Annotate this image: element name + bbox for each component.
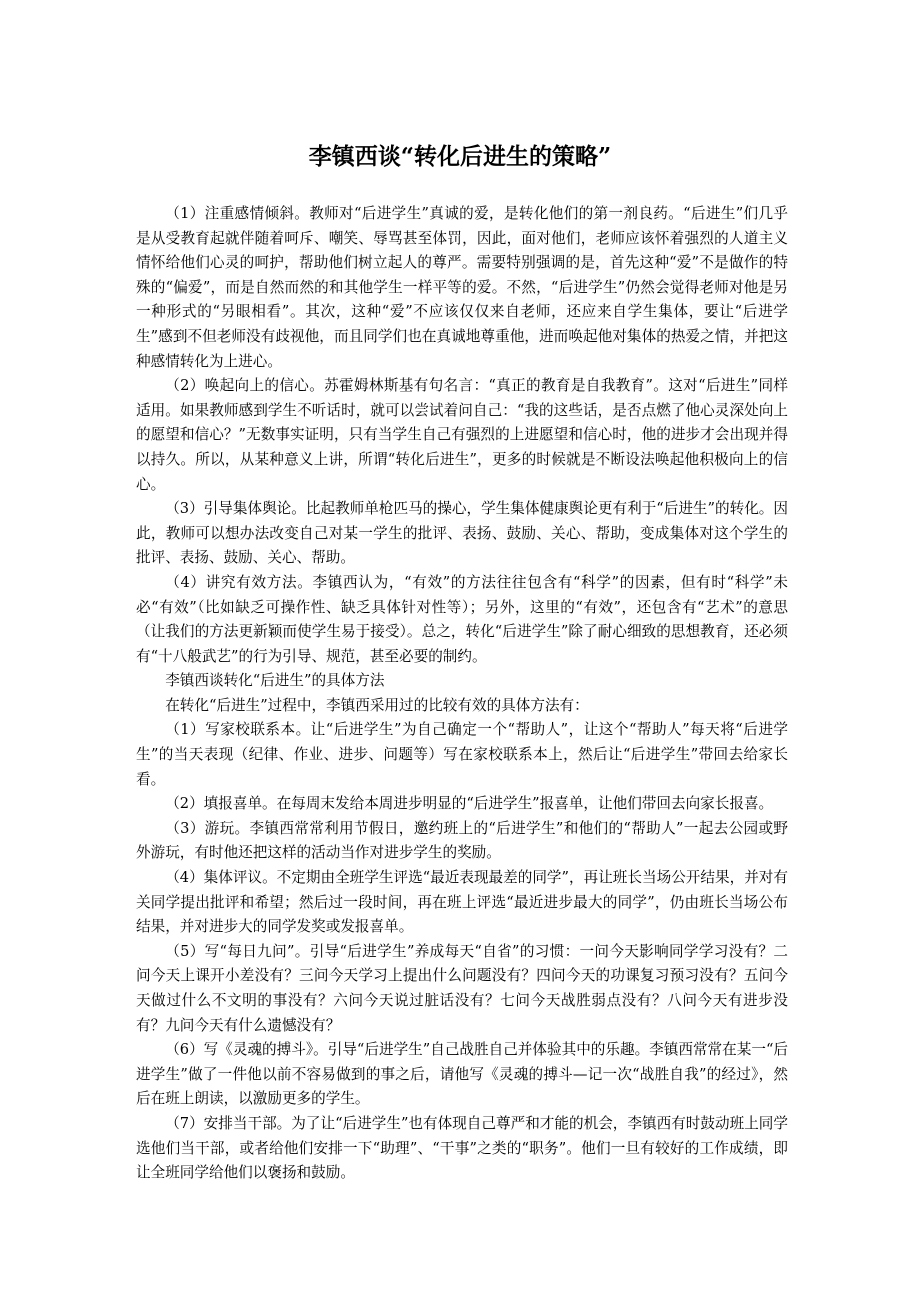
method-cadre: （7）安排当干部。为了让“后进学生”也有体现自己尊严和才能的机会，李镇西有时鼓动班上同学选他们当干部，或者给他们安排一下“助理”、“干事”之类的“职务”。他们一旦有较好的工作成绩，即让全班同学给他们以褒扬和鼓励。 xyxy=(136,1114,788,1182)
method-outing: （3）游玩。李镇西常常利用节假日，邀约班上的“后进学生”和他们的“帮助人”一起去公园或野外游玩，有时他还把这样的活动当作对进步学生的奖励。 xyxy=(136,819,788,862)
method-contact-book: （1）写家校联系本。让“后进学生”为自己确定一个“帮助人”，让这个“帮助人”每天将“后进学生”的当天表现（纪律、作业、进步、问题等）写在家校联系本上，然后让“后进学生”带回去给家长看。 xyxy=(136,721,788,788)
document-title: 李镇西谈“转化后进生的策略” xyxy=(308,143,612,170)
method-good-news-slip: （2）填报喜单。在每周末发给本周进步明显的“后进学生”报喜单，让他们带回去向家长报喜。 xyxy=(165,795,774,813)
paragraph-effective-methods: （4）讲究有效方法。李镇西认为，“有效”的方法往往包含有“科学”的因素，但有时“科学”未必“有效”（比如缺乏可操作性、缺乏具体针对性等）；另外，这里的“有效”，还包含有“艺术”的意思（让我们的方法更新颖而使学生易于接受）。总之，转化“后进学生”除了耐心细致的思想教育，还必须有“十八般武艺”的行为引导、规范，甚至必要的制约。 xyxy=(136,573,788,665)
paragraph-collective-opinion: （3）引导集体舆论。比起教师单枪匹马的操心，学生集体健康舆论更有利于“后进生”的转化。因此，教师可以想办法改变自己对某一学生的批评、表扬、鼓励、关心、帮助，变成集体对这个学生的批评、表扬、鼓励、关心、帮助。 xyxy=(136,500,788,567)
paragraph-confidence: （2）唤起向上的信心。苏霍姆林斯基有句名言：“真正的教育是自我教育”。这对“后进生”同样适用。如果教师感到学生不听话时，就可以尝试着问自己：“我的这些话，是否点燃了他心灵深处向上的愿望和信心？”无数事实证明，只有当学生自己有强烈的上进愿望和信心时，他的进步才会出现并得以持久。所以，从某种意义上讲，所谓“转化后进生”，更多的时候就是不断设法唤起他积极向上的信心。 xyxy=(136,377,788,493)
document-body xyxy=(136,202,788,1186)
paragraph-emotion: （1）注重感情倾斜。教师对“后进学生”真诚的爱，是转化他们的第一剂良药。“后进生”们几乎是从受教育起就伴随着呵斥、嘲笑、辱骂甚至体罚，因此，面对他们，老师应该怀着强烈的人道主义情怀给他们心灵的呵护，帮助他们树立起人的尊严。需要特别强调的是，首先这种“爱”不是做作的特殊的“偏爱”，而是自然而然的和其他学生一样平等的爱。不然，“后进学生”仍然会觉得老师对他是另一种形式的“另眼相看”。其次，这种“爱”不应该仅仅来自老师，还应来自学生集体，要让“后进学生”感到不但老师没有歧视他，而且同学们也在真诚地尊重他，进而唤起他对集体的热爱之情，并把这种感情转化为上进心。 xyxy=(136,205,788,370)
paragraph-intro: 在转化“后进生”过程中，李镇西采用过的比较有效的具体方法有： xyxy=(165,696,589,714)
method-soul-struggle: （6）写《灵魂的搏斗》。引导“后进学生”自己战胜自己并体验其中的乐趣。李镇西常常在某一“后进学生”做了一件他以前不容易做到的事之后，请他写《灵魂的搏斗—记一次“战胜自我”的经过》，然后在班上朗读，以激励更多的学生。 xyxy=(136,1041,788,1108)
section-heading: 李镇西谈转化“后进生”的具体方法 xyxy=(165,672,385,690)
method-nine-questions: （5）写“每日九问”。引导“后进学生”养成每天“自省”的习惯：一问今天影响同学学习没有？二问今天上课开小差没有？三问今天学习上提出什么问题没有？四问今天的功课复习预习没有？五问今天做过什么不文明的事没有？六问今天说过脏话没有？七问今天战胜弱点没有？八问今天有进步没有？九问今天有什么遗憾没有？ xyxy=(136,942,788,1034)
method-collective-review: （4）集体评议。不定期由全班学生评选“最近表现最差的同学”，再让班长当场公开结果，并对有关同学提出批评和希望；然后过一段时间，再在班上评选“最近进步最大的同学”，仍由班长当场公布结果，并对进步大的同学发奖或发报喜单。 xyxy=(136,869,788,936)
